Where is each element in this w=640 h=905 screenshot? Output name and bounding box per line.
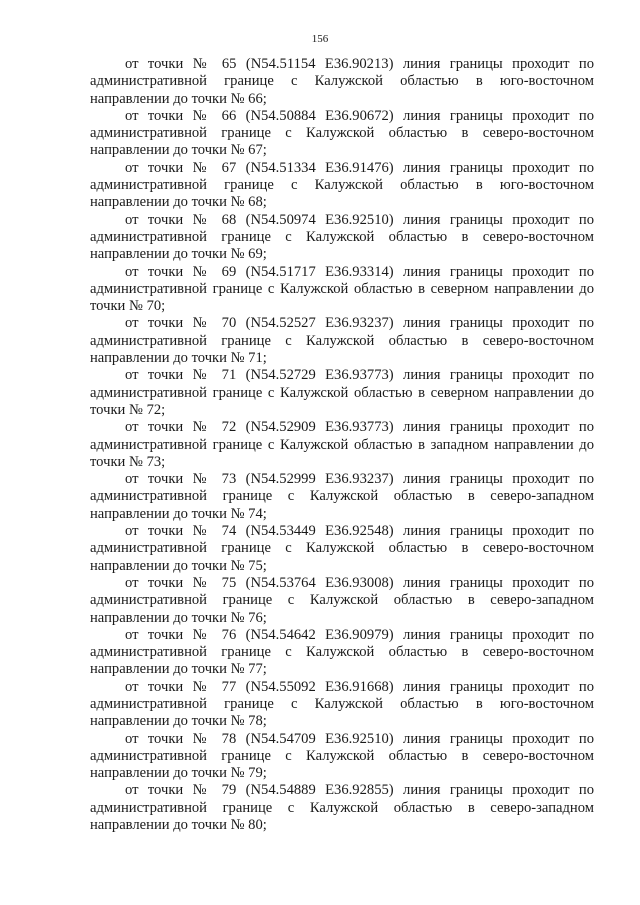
- document-body: [90, 56, 594, 834]
- page-number: 156: [311, 33, 329, 45]
- boundary-paragraph: от точки № 65 (N54.51154 E36.90213) линия границы проходит по административной границе с Калужской областью в юго-восточном направлении до точки № 66;: [90, 56, 594, 107]
- boundary-paragraph: от точки № 74 (N54.53449 E36.92548) линия границы проходит по административной границе с Калужской областью в северо-восточном направлении до точки № 75;: [90, 523, 594, 574]
- boundary-paragraph: от точки № 70 (N54.52527 E36.93237) линия границы проходит по административной границе с Калужской областью в северо-восточном направлении до точки № 71;: [90, 315, 594, 367]
- boundary-paragraph: от точки № 66 (N54.50884 E36.90672) линия границы проходит по административной границе с Калужской областью в северо-восточном направлении до точки № 67;: [90, 107, 594, 159]
- boundary-paragraph: от точки № 71 (N54.52729 E36.93773) линия границы проходит по административной границе с Калужской областью в северном направлении до точки № 72;: [90, 367, 594, 418]
- boundary-paragraph: от точки № 75 (N54.53764 E36.93008) линия границы проходит по административной границе с Калужской областью в северо-западном направлении до точки № 76;: [90, 574, 594, 626]
- boundary-paragraph: от точки № 67 (N54.51334 E36.91476) линия границы проходит по административной границе с Калужской областью в юго-восточном направлении до точки № 68;: [90, 159, 594, 211]
- boundary-paragraph: от точки № 69 (N54.51717 E36.93314) линия границы проходит по административной границе с Калужской областью в северном направлении до точки № 70;: [90, 263, 594, 315]
- boundary-paragraph: от точки № 68 (N54.50974 E36.92510) линия границы проходит по административной границе с Калужской областью в северо-восточном направлении до точки № 69;: [90, 211, 594, 263]
- boundary-paragraph: от точки № 73 (N54.52999 E36.93237) линия границы проходит по административной границе с Калужской областью в северо-западном направлении до точки № 74;: [90, 471, 594, 522]
- boundary-paragraph: от точки № 79 (N54.54889 E36.92855) линия границы проходит по административной границе с Калужской областью в северо-западном направлении до точки № 80;: [90, 782, 594, 834]
- boundary-paragraph: от точки № 76 (N54.54642 E36.90979) линия границы проходит по административной границе с Калужской областью в северо-восточном направлении до точки № 77;: [90, 626, 594, 678]
- boundary-paragraph: от точки № 77 (N54.55092 E36.91668) линия границы проходит по административной границе с Калужской областью в юго-восточном направлении до точки № 78;: [90, 678, 594, 730]
- boundary-paragraph: от точки № 72 (N54.52909 E36.93773) линия границы проходит по административной границе с Калужской областью в западном направлении до точки № 73;: [90, 419, 594, 470]
- boundary-paragraph: от точки № 78 (N54.54709 E36.92510) линия границы проходит по административной границе с Калужской областью в северо-восточном направлении до точки № 79;: [90, 730, 594, 782]
